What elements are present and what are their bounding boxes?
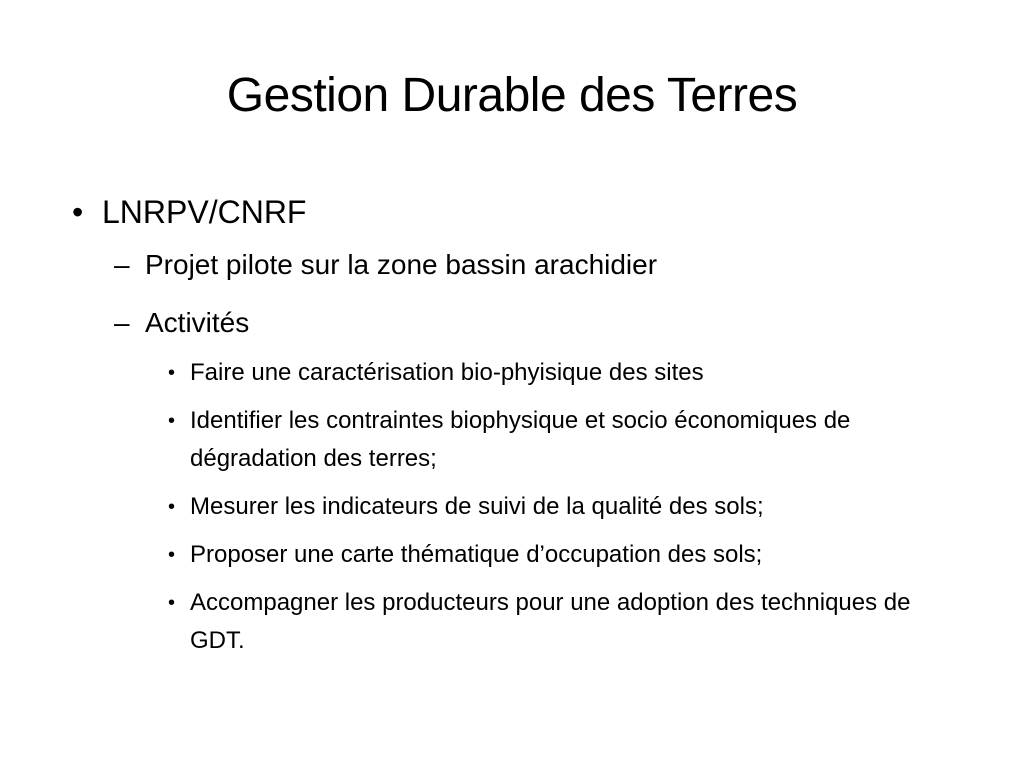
bullet-text: Faire une caractérisation bio-phyisique des sites [190, 359, 704, 386]
bullet-item-level3 [168, 402, 930, 478]
bullet-text: Proposer une carte thématique d’occupation des sols; [190, 541, 763, 568]
bullet-dot-icon: • [72, 194, 84, 230]
activities-list [168, 354, 972, 660]
bullet-item-level2 [114, 246, 972, 284]
bullet-item-level3 [168, 536, 930, 574]
dash-bullet-icon: – [114, 249, 130, 280]
bullet-dot-icon: • [168, 544, 176, 566]
dash-bullet-icon: – [114, 307, 130, 338]
slide-title: Gestion Durable des Terres [226, 69, 798, 122]
bullet-dot-icon: • [168, 592, 176, 614]
slide-content [72, 190, 972, 670]
bullet-dot-icon: • [168, 362, 176, 384]
bullet-item-level2 [114, 304, 972, 342]
bullet-item-level3 [168, 354, 930, 392]
bullet-text: Mesurer les indicateurs de suivi de la qualité des sols; [190, 493, 764, 520]
bullet-item-level3 [168, 584, 930, 660]
bullet-text: Accompagner les producteurs pour une adoption des techniques de GDT. [190, 589, 911, 654]
bullet-item-level3 [168, 488, 930, 526]
bullet-text: Activités [145, 307, 250, 338]
bullet-text: Projet pilote sur la zone bassin arachidier [145, 249, 658, 280]
bullet-text: Identifier les contraintes biophysique et socio économiques de dégradation des terres; [190, 407, 851, 472]
bullet-dot-icon: • [168, 410, 176, 432]
bullet-text: LNRPV/CNRF [102, 194, 307, 230]
bullet-item-level1 [72, 190, 972, 234]
bullet-dot-icon: • [168, 496, 176, 518]
